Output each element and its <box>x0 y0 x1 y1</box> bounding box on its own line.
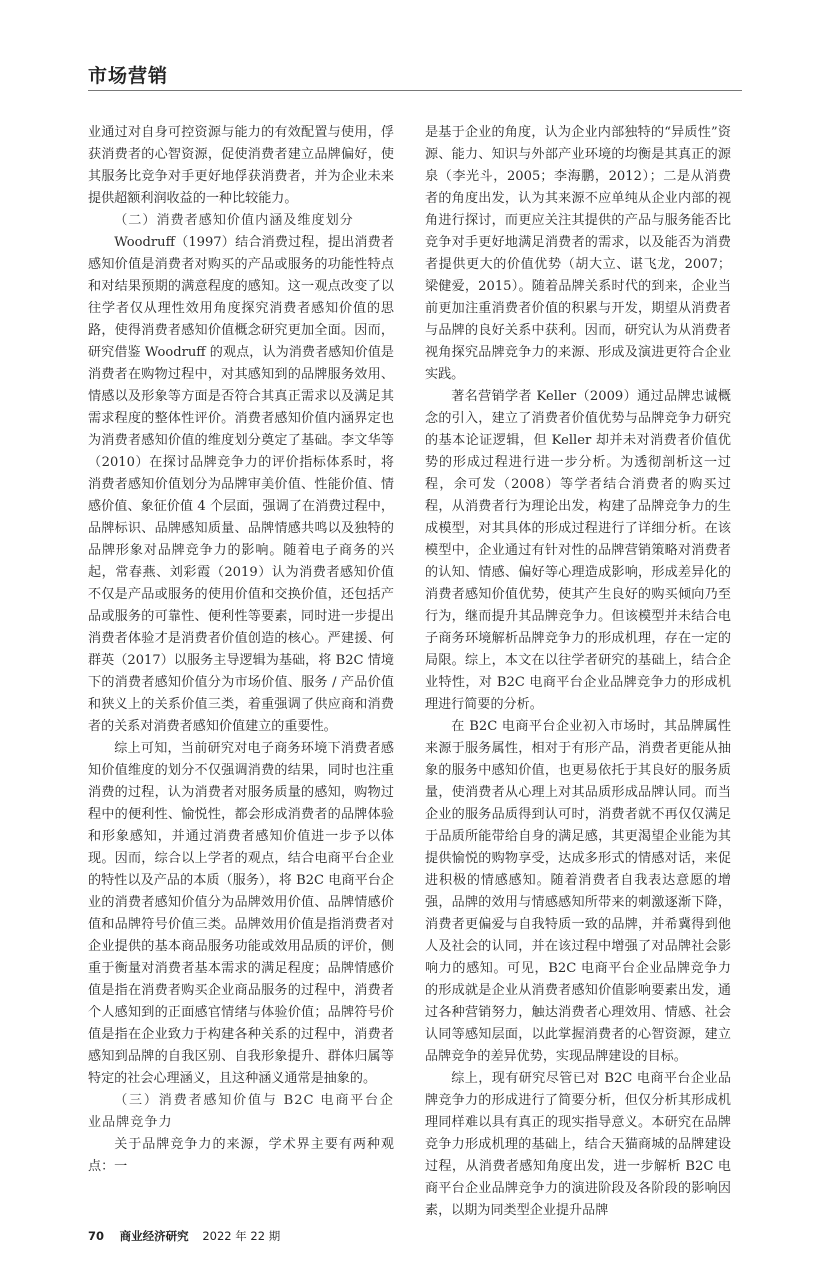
paragraph: 综上，现有研究尽管已对 B2C 电商平台企业品牌竞争力的形成进行了简要分析，但仅分析其形成机理同样难以具有真正的现实指导意义。本研究在品牌竞争力形成机理的基础上，结合天猫商城的品牌建设过程，从消费者感知角度出发，进一步解析 B2C 电商平台企业品牌竞争力的演进阶段及各阶段的影响因素，以期为同类型企业提升品牌 <box>425 1071 731 1218</box>
header-rule <box>88 90 742 91</box>
paragraph: 著名营销学者 Keller（2009）通过品牌忠诚概念的引入，建立了消费者价值优势与品牌竞争力研究的基本论证逻辑，但 Keller 却并未对消费者价值优势的形成过程进行进一步分析。为透彻剖析这一过程，余可发（2008）等学者结合消费者的购买过程，从消费者行为理论出发，构建了品牌竞争力的生成模型，对其具体的形成过程进行了详细分析。在该模型中，企业通过有针对性的品牌营销策略对消费者的认知、情感、偏好等心理造成影响，形成差异化的消费者感知价值优势，使其产生良好的购买倾向乃至行为，继而提升其品牌竞争力。但该模型并未结合电子商务环境解析品牌竞争力的形成机理，存在一定的局限。综上，本文在以往学者研究的基础上，结合企业特性，对 B2C 电商平台企业品牌竞争力的形成机理进行简要的分析。 <box>425 389 731 712</box>
page-number: 70 <box>88 1229 105 1243</box>
paragraph: 关于品牌竞争力的来源，学术界主要有两种观点：一 <box>88 1137 394 1174</box>
paragraph: Woodruff（1997）结合消费过程，提出消费者感知价值是消费者对购买的产品或服务的功能性特点和对结果预期的满意程度的感知。这一观点改变了以往学者仅从理性效用角度探究消费者感知价值的思路，使得消费者感知价值概念研究更加全面。因而，研究借鉴 Woodruff 的观点，认为消费者感知价值是消费者在购物过程中，对其感知到的品牌服务效用、情感以及形象等方面是否符合其真正需求以及满足其需求程度的整体性评价。消费者感知价值内涵界定也为消费者感知价值的维度划分奠定了基础。李文华等（2010）在探讨品牌竞争力的评价指标体系时，将消费者感知价值划分为品牌审美价值、性能价值、情感价值、象征价值 4 个层面，强调了在消费过程中，品牌标识、品牌感知质量、品牌情感共鸣以及独特的品牌形象对品牌竞争力的影响。随着电子商务的兴起，常春燕、刘彩霞（2019）认为消费者感知价值不仅是产品或服务的使用价值和交换价值，还包括产品或服务的可靠性、便利性等要素，同时进一步提出消费者体验才是消费者价值创造的核心。严建援、何群英（2017）以服务主导逻辑为基础，将 B2C 情境下的消费者感知价值分为市场价值、服务 / 产品价值和狭义上的关系价值三类，着重强调了供应商和消费者的关系对消费者感知价值建立的重要性。 <box>88 235 394 734</box>
journal-name: 商业经济研究 <box>119 1229 189 1243</box>
section-heading: （三）消费者感知价值与 B2C 电商平台企业品牌竞争力 <box>88 1093 394 1130</box>
right-column <box>425 122 731 1222</box>
paragraph: 业通过对自身可控资源与能力的有效配置与使用，俘获消费者的心智资源，促使消费者建立品牌偏好，使其服务比竞争对手更好地俘获消费者，并为企业未来提供超额利润收益的一种比较能力。 <box>88 125 394 206</box>
issue-label: 2022 年 22 期 <box>202 1229 281 1243</box>
paragraph: 在 B2C 电商平台企业初入市场时，其品牌属性来源于服务属性，相对于有形产品，消费者更能从抽象的服务中感知价值，也更易依托于其良好的服务质量，使消费者从心理上对其品质形成品牌认同。而当企业的服务品质得到认可时，消费者就不再仅仅满足于品质所能带给自身的满足感，其更渴望企业能为其提供愉悦的购物享受，达成多形式的情感对话，来促进积极的情感感知。随着消费者自我表达意愿的增强，品牌的效用与情感感知所带来的刺激逐渐下降，消费者更偏爱与自我特质一致的品牌，并希冀得到他人及社会的认同，并在该过程中增强了对品牌社会影响力的感知。可见，B2C 电商平台企业品牌竞争力的形成就是企业从消费者感知价值影响要素出发，通过各种营销努力，触达消费者心理效用、情感、社会认同等感知层面，以此掌握消费者的心智资源，建立品牌竞争的差异优势，实现品牌建设的目标。 <box>425 719 731 1064</box>
left-column <box>88 122 394 1178</box>
paragraph: 是基于企业的角度，认为企业内部独特的“异质性”资源、能力、知识与外部产业环境的均衡是其真正的源泉（李光斗，2005；李海鹏，2012）；二是从消费者的角度出发，认为其来源不应单纯从企业内部的视角进行探讨，而更应关注其提供的产品与服务能否比竞争对手更好地满足消费者的需求，以及能否为消费者提供更大的价值优势（胡大立、谌飞龙，2007；梁健爱，2015）。随着品牌关系时代的到来，企业当前更加注重消费者价值的积累与开发，期望从消费者与品牌的良好关系中获利。因而，研究认为从消费者视角探究品牌竞争力的来源、形成及演进更符合企业实践。 <box>425 125 731 382</box>
section-heading: （二）消费者感知价值内涵及维度划分 <box>114 213 354 228</box>
page-footer <box>88 1228 742 1244</box>
section-title: 市场营销 <box>88 65 169 87</box>
body-columns <box>88 122 742 1222</box>
paragraph: 综上可知，当前研究对电子商务环境下消费者感知价值维度的划分不仅强调消费的结果，同时也注重消费的过程，认为消费者对服务质量的感知，购物过程中的便利性、愉悦性，都会形成消费者的品牌体验和形象感知，并通过消费者感知价值进一步予以体现。因而，综合以上学者的观点，结合电商平台企业的特性以及产品的本质（服务），将 B2C 电商平台企业的消费者感知价值分为品牌效用价值、品牌情感价值和品牌符号价值三类。品牌效用价值是指消费者对企业提供的基本商品服务功能或效用品质的评价，侧重于衡量对消费者基本需求的满足程度；品牌情感价值是指在消费者购买企业商品服务的过程中，消费者个人感知到的正面感官情绪与体验价值；品牌符号价值是指在企业致力于构建各种关系的过程中，消费者感知到品牌的自我区别、自我形象提升、群体归属等特定的社会心理涵义，且这种涵义通常是抽象的。 <box>88 741 394 1086</box>
